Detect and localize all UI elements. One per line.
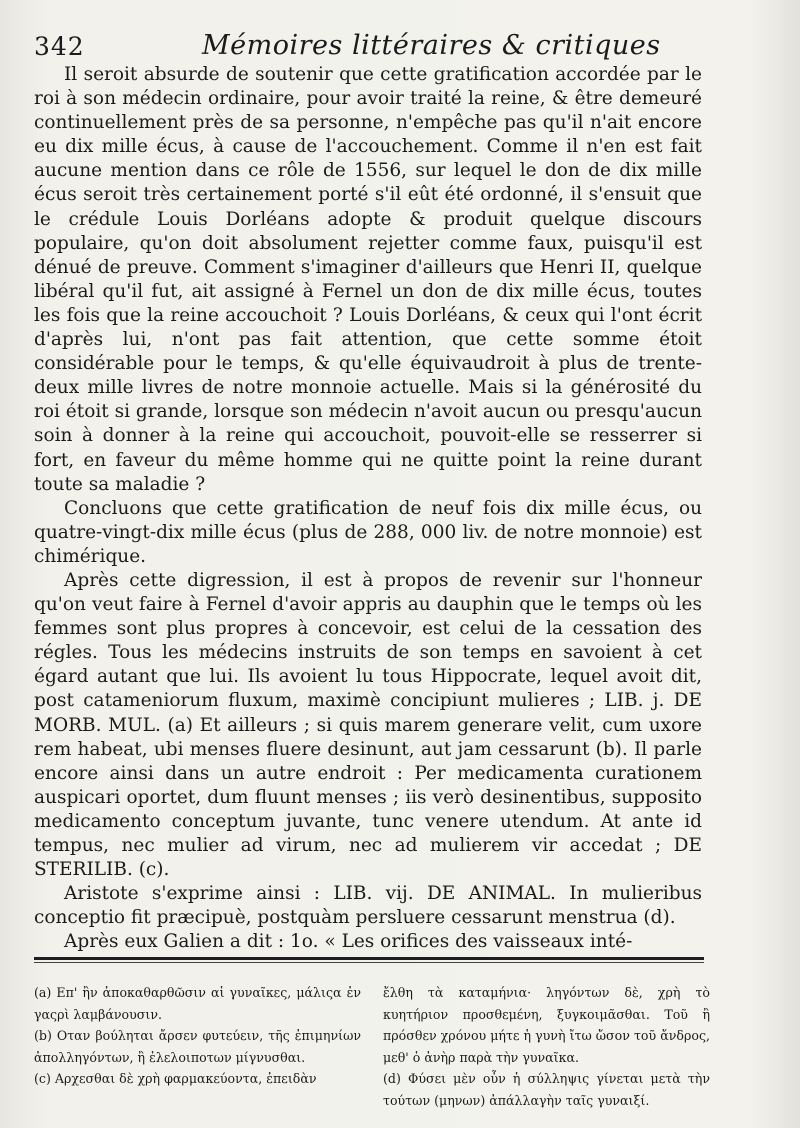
paragraph: Concluons que cette gratification de neuf fois dix mille écus, ou quatre-vingt-dix mille écus (plus de 288, 000 liv. de notre monnoie) est chimérique.: [34, 497, 702, 567]
footnotes-left-column: [34, 982, 361, 1111]
footnotes: [34, 982, 710, 1111]
footnote-rule: [34, 957, 704, 960]
paragraph: Après eux Galien a dit : 1o. « Les orifices des vaisseaux inté-: [64, 931, 633, 953]
page-header: [30, 30, 710, 64]
footnotes-right-column: [383, 982, 710, 1111]
paragraph: Aristote s'exprime ainsi : LIB. vij. DE ANIMAL. In mulieribus conceptio fit præcipuè, postquàm persluere cessarunt menstrua (d).: [34, 883, 702, 929]
paragraph: Il seroit absurde de soutenir que cette gratification accordée par le roi à son médecin ordinaire, pour avoir traité la reine, & être demeuré continuellement près de sa personne, n'empêche pas qu'il n'ait encore eu dix mille écus, à cause de l'accouchement. Comme il n'en est fait aucune mention dans ce rôle de 1556, sur lequel le don de dix mille écus seroit très certainement porté s'il eût été ordonné, il s'ensuit que le crédule Louis Dorléans adopte & produit quelque discours populaire, qu'on doit absolument rejetter comme faux, puisqu'il est dénué de preuve. Comment s'imaginer d'ailleurs que Henri II, quelque libéral qu'il fut, ait assigné à Fernel un don de dix mille écus, toutes les fois que la reine accouchoit ? Louis Dorléans, & ceux qui l'ont écrit d'après lui, n'ont pas fait attention, que cette somme étoit considérable pour le temps, & qu'elle équivaudroit à plus de trente-deux mille livres de notre monnoie actuelle. Mais si la générosité du roi étoit si grande, lorsque son médecin n'avoit aucun ou presqu'aucun soin à donner à la reine qui accouchoit, pouvoit-elle se resserrer si fort, en faveur du même homme qui ne quitte point la reine durant toute sa maladie ?: [34, 64, 702, 495]
page-number: 342: [34, 32, 85, 61]
body-text: [34, 63, 702, 954]
footnote: (d) Φύσει μὲν οὖν ἡ σύλληψις γίνεται μετὰ τὴν τούτων (μηνων) ἀπάλλαγὴν ταῖς γυναιξί.: [383, 1071, 710, 1108]
footnote-rule-thin: [34, 962, 704, 963]
footnote: (a) Επ' ἢν ἀποκαθαρθῶσιν αἱ γυναῖκες, μάλιςα ἐν γαςρὶ λαμβάνουσιν.: [34, 985, 361, 1022]
running-title: Mémoires littéraires & critiques: [202, 30, 661, 61]
paragraph: Après cette digression, il est à propos de revenir sur l'honneur qu'on veut faire à Fernel d'avoir appris au dauphin que le temps où les femmes sont plus propres à concevoir, est celui de la cessation des régles. Tous les médecins instruits de son temps en savoient à cet égard autant que lui. Ils avoient lu tous Hippocrate, lequel avoit dit, post catameniorum fluxum, maximè concipiunt mulieres ; LIB. j. DE MORB. MUL. (a) Et ailleurs ; si quis marem generare velit, cum uxore rem habeat, ubi menses fluere desinunt, aut jam cessarunt (b). Il parle encore ainsi dans un autre endroit : Per medicamenta curationem auspicari oportet, dum fluunt menses ; iis verò desinentibus, supposito medicamento conceptum juvante, tunc venere utendum. At ante id tempus, nec mulier ad virum, nec ad mulierem vir accedat ; DE STERILIB. (c).: [34, 569, 702, 881]
footnote: ἔλθη τὰ καταμήνια· ληγόντων δὲ, χρὴ τὸ κυητήριον προσθεμένη, ξυγκοιμᾶσθαι. Τοῦ ἢ πρόσθεν χρόνου μήτε ἡ γυνὴ ἴτω ὤσον τοῦ ἄνδρος, μεθ' ὁ ἀνὴρ παρὰ τὴν γυναῖκα.: [383, 985, 710, 1065]
footnote: (c) Αρχεσθαι δὲ χρὴ φαρμακεύοντα, ἐπειδὰν: [34, 1071, 317, 1086]
footnote: (b) Οταν βούληται ἄρσεν φυτεύειν, τῆς ἐπιμηνίων ἀπολληγόντων, ἢ ἐλελοιποτων μίγνυσθαι.: [34, 1028, 361, 1065]
